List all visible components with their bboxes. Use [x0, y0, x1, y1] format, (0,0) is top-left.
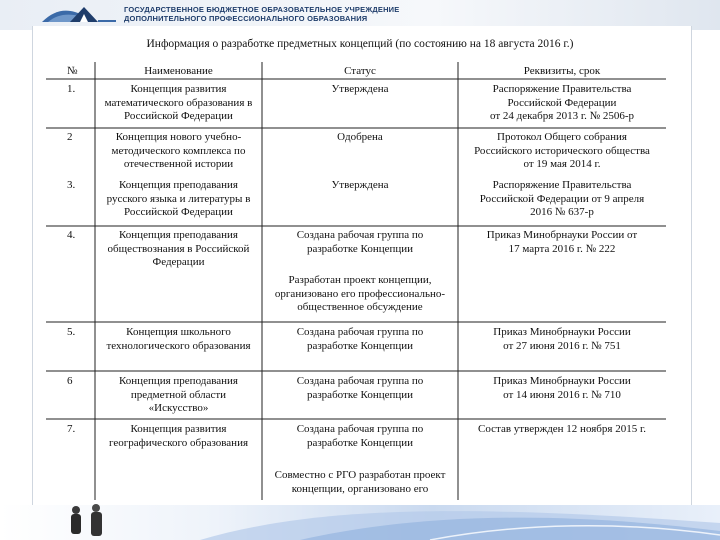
row-6-status — [262, 375, 458, 402]
row-7-status-extra-line: Совместно с РГО разработан проект — [274, 469, 446, 481]
row-1-name-line: Российской Федерации — [124, 110, 233, 122]
row-1-number: 1. — [67, 83, 76, 95]
row-5-status-line: разработке Концепции — [306, 339, 414, 352]
row-7-name-line: Концепция развития — [130, 423, 227, 435]
row-6-details-line: Приказ Минобрнауки России — [493, 375, 631, 387]
row-5-details — [458, 326, 666, 353]
row-5-number: 5. — [67, 326, 76, 338]
row-7-status-extra-line: концепции, организовано его — [291, 482, 429, 495]
row-4-status-extra — [262, 274, 458, 315]
row-3-details — [458, 179, 666, 220]
row-2-details — [458, 131, 666, 172]
row-7-status-line: разработке Концепции — [306, 436, 414, 449]
row-1-details-line: Российской Федерации — [507, 96, 617, 109]
row-7-status-extra — [262, 469, 458, 496]
row-7-status-line: Создана рабочая группа по — [296, 423, 424, 435]
row-4-name-line: Концепция преподавания — [119, 229, 238, 241]
row-6-details — [458, 375, 666, 402]
row-3-status: Утверждена — [331, 179, 389, 191]
row-1-details-line: от 24 декабря 2013 г. № 2506-р — [489, 110, 635, 122]
row-1-details-line: Распоряжение Правительства — [492, 83, 632, 95]
row-2-number: 2 — [67, 131, 73, 143]
row-4-name-line: Федерации — [152, 256, 205, 268]
row-4-status-extra-line: организовано его профессионально- — [274, 287, 446, 300]
row-6-number: 6 — [67, 375, 73, 387]
row-4-details-line: Приказ Минобрнауки России от — [486, 229, 638, 241]
row-3-name-line: Концепция преподавания — [119, 179, 238, 191]
row-6-name-line: Концепция преподавания — [119, 375, 238, 387]
row-1-details — [458, 83, 666, 124]
row-4-status — [262, 229, 458, 256]
row-4-number: 4. — [67, 229, 76, 241]
row-4-status-line: Создана рабочая группа по — [296, 229, 424, 241]
row-6-name-line: «Искусство» — [148, 402, 209, 414]
institution-name-line2: ДОПОЛНИТЕЛЬНОГО ПРОФЕССИОНАЛЬНОГО ОБРАЗОВАНИЯ — [124, 14, 368, 23]
row-3-name — [95, 179, 262, 220]
column-header-details: Реквизиты, срок — [523, 65, 601, 77]
row-7-details: Состав утвержден 12 ноября 2015 г. — [478, 423, 646, 435]
row-4-status-line: разработке Концепции — [306, 242, 414, 255]
row-5-status-line: Создана рабочая группа по — [296, 326, 424, 338]
institution-name — [124, 5, 399, 23]
people-figures-icon — [62, 498, 122, 540]
row-7-name — [95, 423, 262, 450]
row-6-name — [95, 375, 262, 416]
row-6-status-line: разработке Концепции — [306, 388, 414, 401]
document-title: Информация о разработке предметных концепций (по состоянию на 18 августа 2016 г.) — [146, 38, 574, 50]
institution-name-line1: ГОСУДАРСТВЕННОЕ БЮДЖЕТНОЕ ОБРАЗОВАТЕЛЬНОЕ УЧРЕЖДЕНИЕ — [124, 5, 400, 14]
row-2-details-line: Протокол Общего собрания — [497, 131, 627, 143]
row-2-name-line: Концепция нового учебно- — [115, 131, 242, 143]
row-7-number: 7. — [67, 423, 76, 435]
row-5-status — [262, 326, 458, 353]
row-4-status-extra-line: общественное обсуждение — [297, 301, 423, 313]
row-6-name-line: предметной области — [130, 388, 227, 401]
row-5-details-line: от 27 июня 2016 г. № 751 — [503, 339, 621, 352]
row-2-name — [95, 131, 262, 172]
row-3-details-line: Российской Федерации от 9 апреля — [479, 192, 645, 205]
row-5-name — [95, 326, 262, 353]
row-6-status-line: Создана рабочая группа по — [296, 375, 424, 387]
row-7-name-line: географического образования — [108, 436, 249, 449]
row-4-name-line: обществознания в Российской — [107, 242, 250, 255]
row-3-details-line: Распоряжение Правительства — [492, 179, 632, 191]
row-2-details-line: Российского исторического общества — [474, 144, 650, 157]
row-3-number: 3. — [67, 179, 76, 191]
row-1-status: Утверждена — [331, 83, 389, 95]
column-header-status: Статус — [344, 65, 376, 77]
row-3-name-line: русского языка и литературы в — [106, 192, 251, 205]
row-2-status: Одобрена — [337, 131, 383, 143]
institution-logo-icon — [40, 4, 118, 26]
row-7-status — [262, 423, 458, 450]
row-4-details — [458, 229, 666, 256]
column-header-name: Наименование — [144, 65, 213, 77]
row-1-name-line: Концепция развития — [130, 83, 227, 95]
row-2-name-line: методического комплекса по — [111, 144, 246, 157]
column-header-number: № — [67, 65, 78, 77]
row-5-details-line: Приказ Минобрнауки России — [493, 326, 631, 338]
row-3-details-line: 2016 № 637-р — [530, 206, 594, 218]
row-2-name-line: отечественной истории — [123, 158, 234, 170]
row-4-details-line: 17 марта 2016 г. № 222 — [508, 242, 616, 255]
row-4-status-extra-line: Разработан проект концепции, — [288, 274, 432, 286]
row-5-name-line: Концепция школьного — [126, 326, 231, 338]
row-2-details-line: от 19 мая 2014 г. — [523, 158, 601, 170]
row-3-name-line: Российской Федерации — [124, 206, 233, 218]
row-6-details-line: от 14 июня 2016 г. № 710 — [503, 388, 621, 401]
row-5-name-line: технологического образования — [106, 339, 251, 352]
row-4-name — [95, 229, 262, 270]
row-1-name-line: математического образования в — [104, 96, 253, 109]
row-1-name — [95, 83, 262, 124]
